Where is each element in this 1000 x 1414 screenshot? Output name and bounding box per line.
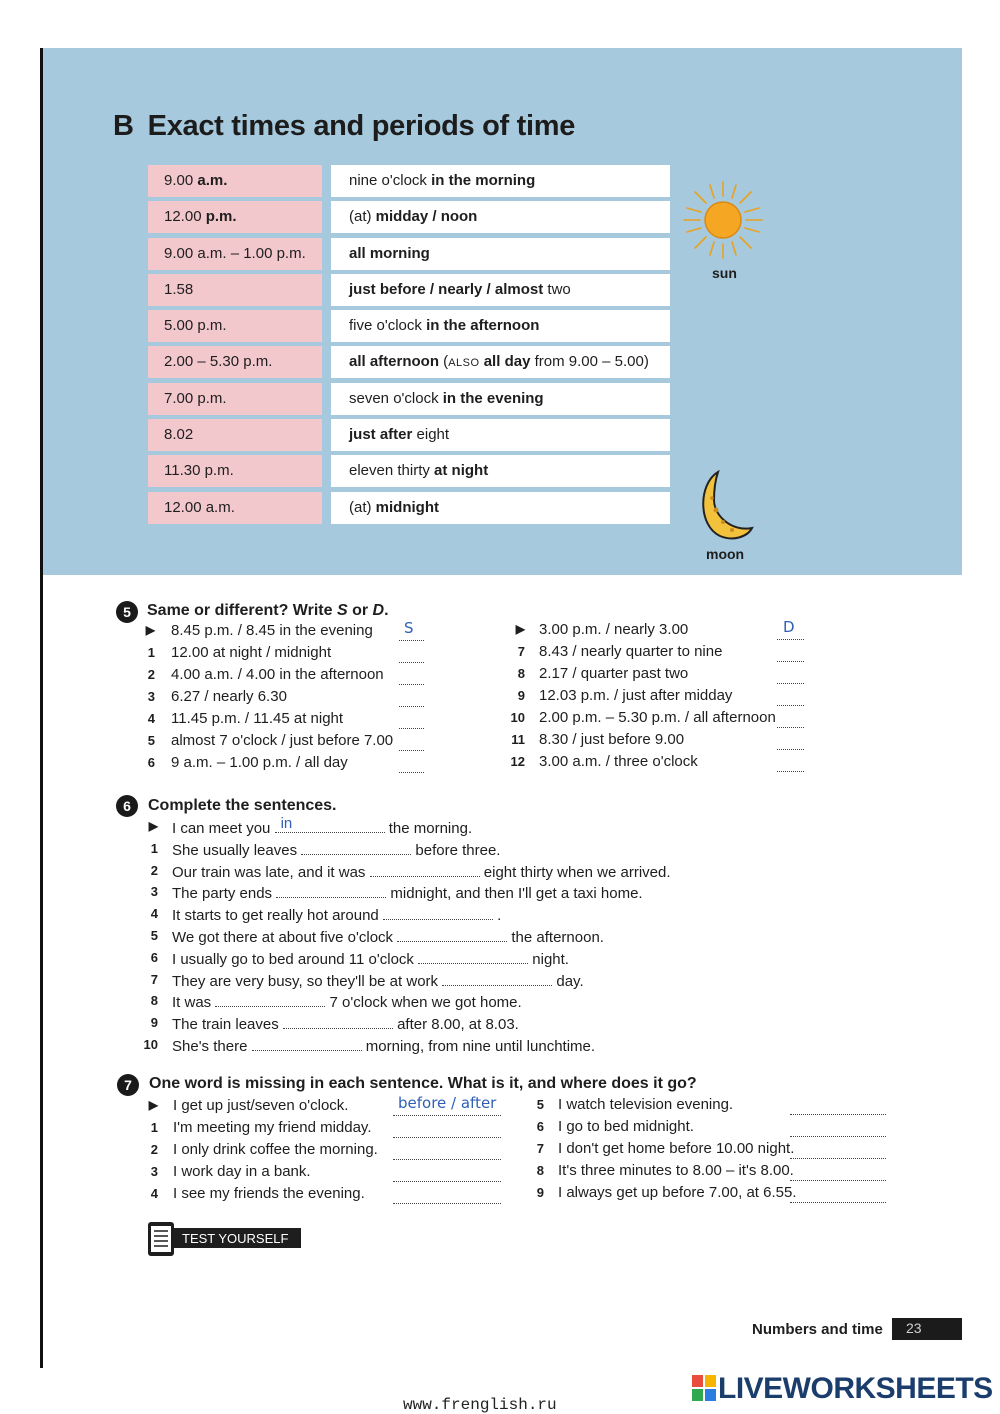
item-number: 3 [150, 1164, 158, 1179]
sentence-end: midnight, and then I'll get a taxi home. [390, 885, 643, 903]
sentence-start: I usually go to bed around 11 o'clock [172, 950, 414, 968]
page-number: 23 [906, 1320, 922, 1336]
sentence [172, 992, 522, 1011]
sentence-end: 7 o'clock when we got home. [329, 994, 522, 1012]
item-number: ▶ [148, 1098, 158, 1112]
description-text: (at) [349, 498, 376, 516]
time-cell [148, 346, 322, 378]
time-table-row [148, 201, 670, 233]
item-text: 8.30 / just before 9.00 [539, 731, 685, 748]
item-text: I work day in a bank. [173, 1163, 311, 1180]
answer-blank[interactable] [283, 1014, 393, 1029]
liveworksheets-logo-icon [692, 1375, 716, 1401]
description-text: ALSO [448, 357, 480, 370]
sun-icon [682, 180, 764, 260]
time-cell [148, 492, 322, 524]
item-text: 8.45 p.m. / 8.45 in the evening [171, 622, 373, 639]
exercise-7-heading: One word is missing in each sentence. What is it, and where does it go? [149, 1075, 697, 1092]
item-number: 10 [143, 1037, 158, 1052]
time-cell [148, 455, 322, 487]
item-number: 2 [147, 667, 155, 682]
sentence-start: I can meet you [172, 820, 271, 837]
answer-blank[interactable] [777, 669, 804, 684]
heading-part: Same or different? Write [147, 602, 337, 619]
moon-label: moon [706, 546, 745, 562]
description-cell [331, 346, 670, 378]
sentence [172, 883, 643, 902]
time-cell [148, 419, 322, 451]
answer-blank[interactable] [393, 1189, 501, 1204]
heading-part: . [384, 602, 389, 619]
answer-blank[interactable] [790, 1122, 886, 1137]
description-text: in the evening [442, 389, 544, 407]
answer-example: before / after [398, 1094, 497, 1112]
liveworksheets-brand: LIVEWORKSHEETS [718, 1372, 993, 1405]
sun-label: sun [712, 265, 737, 281]
item-text: I get up just/seven o'clock. [173, 1097, 349, 1114]
item-text: 8.43 / nearly quarter to nine [539, 643, 723, 660]
sentence-start: It starts to get really hot around [172, 907, 379, 925]
time-text: 9.00 [164, 172, 198, 189]
section-title [113, 110, 575, 143]
description-text: (at) [349, 208, 376, 226]
item-text: 3.00 p.m. / nearly 3.00 [539, 621, 689, 638]
time-text: 12.00 a.m. [164, 498, 235, 516]
item-text: 2.00 p.m. – 5.30 p.m. / all afternoon [539, 709, 776, 726]
item-number: 5 [536, 1097, 544, 1112]
sentence-end: night. [532, 950, 569, 968]
item-number: 2 [150, 1142, 158, 1157]
time-cell [148, 383, 322, 415]
time-text: 12.00 [164, 208, 206, 226]
time-text: 7.00 p.m. [164, 389, 227, 407]
time-table-row [148, 274, 670, 306]
time-text: 2.00 – 5.30 p.m. [164, 353, 273, 371]
sentence [172, 949, 569, 968]
item-text: I only drink coffee the morning. [173, 1141, 378, 1158]
item-number: 3 [150, 884, 158, 900]
answer-blank[interactable] [393, 1145, 501, 1160]
time-table-row [148, 455, 670, 487]
answer-blank[interactable] [397, 927, 507, 942]
item-number: 6 [536, 1119, 544, 1134]
description-cell [331, 383, 670, 415]
item-number: 8 [150, 993, 158, 1009]
item-number: 2 [150, 862, 158, 878]
sentence [172, 840, 500, 859]
sentence [172, 862, 671, 881]
exercise-6-number: 6 [116, 795, 138, 817]
heading-part: S [336, 602, 348, 619]
time-text: 11.30 p.m. [164, 462, 234, 480]
answer-blank[interactable] [276, 883, 386, 898]
description-cell [331, 238, 670, 270]
sentence-start: Our train was late, and it was [172, 863, 366, 881]
footer-label: Numbers and time [752, 1321, 883, 1338]
sentence [172, 905, 501, 924]
sentence-end: the morning. [388, 820, 473, 837]
time-table-row [148, 492, 670, 524]
sentence-end: day. [556, 972, 584, 990]
item-number: ▶ [148, 819, 158, 833]
description-cell [331, 492, 670, 524]
answer-blank[interactable] [777, 757, 804, 772]
sentence-start: It was [172, 994, 212, 1012]
time-cell [148, 165, 322, 197]
item-text: I don't get home before 10.00 night. [558, 1140, 795, 1157]
sentence-end: eight thirty when we arrived. [483, 863, 671, 881]
time-text: p.m. [205, 208, 237, 226]
description-text: just before / nearly / almost [349, 280, 544, 298]
description-text: all afternoon [349, 353, 440, 371]
sentence-end: morning, from nine until lunchtime. [365, 1038, 596, 1055]
sentence-start: They are very busy, so they'll be at work [172, 972, 439, 990]
item-number: 9 [150, 1015, 158, 1031]
exercise-5-number: 5 [116, 601, 138, 623]
time-table-row [148, 383, 670, 415]
description-cell [331, 419, 670, 451]
item-number: 6 [150, 949, 158, 965]
item-number: 6 [147, 755, 155, 770]
time-text: 8.02 [164, 426, 194, 444]
answer-blank[interactable] [275, 815, 385, 833]
sentence-end: before three. [415, 841, 501, 859]
answer-blank[interactable] [393, 1167, 501, 1182]
answer-blank[interactable] [399, 692, 424, 707]
item-number: 7 [536, 1141, 544, 1156]
description-text: at night [434, 462, 489, 480]
answer-blank[interactable] [393, 1123, 501, 1138]
exercise-5-heading [147, 602, 389, 620]
item-text: 6.27 / nearly 6.30 [171, 688, 287, 705]
item-text: I go to bed midnight. [558, 1118, 694, 1135]
sentence-start: She usually leaves [172, 841, 298, 859]
answer-blank[interactable] [777, 647, 804, 662]
item-text: It's three minutes to 8.00 – it's 8.00. [558, 1162, 794, 1179]
answer-blank[interactable] [252, 1036, 362, 1051]
item-text: 12.00 at night / midnight [171, 644, 332, 661]
description-text: seven o'clock [349, 389, 443, 407]
time-table-row [148, 165, 670, 197]
description-text: five o'clock [349, 317, 427, 335]
sentence-start: We got there at about five o'clock [172, 929, 394, 946]
answer-blank[interactable] [301, 840, 411, 855]
item-number: 11 [511, 732, 525, 747]
description-text: all day [483, 353, 531, 371]
item-number: 5 [147, 733, 155, 748]
description-text: eight [412, 426, 450, 444]
answer-blank[interactable] [790, 1166, 886, 1181]
time-cell [148, 238, 322, 270]
item-number: 7 [517, 644, 525, 659]
item-number: 8 [517, 666, 525, 681]
item-number: ▶ [515, 622, 525, 636]
item-number: 5 [150, 928, 158, 943]
item-text: I'm meeting my friend midday. [173, 1119, 372, 1136]
item-text: I see my friends the evening. [173, 1185, 365, 1202]
description-cell [331, 310, 670, 342]
item-number: 7 [150, 971, 158, 987]
time-table-row [148, 419, 670, 451]
answer-blank[interactable] [399, 758, 424, 773]
item-number: 9 [517, 688, 525, 703]
time-table-row [148, 346, 670, 378]
sentence-start: She's there [172, 1038, 248, 1055]
answer-blank[interactable] [399, 670, 424, 685]
sentence-end: . [497, 907, 502, 925]
answer-example: S [404, 619, 414, 637]
item-number: 4 [150, 1186, 158, 1201]
answer-blank[interactable] [777, 735, 804, 750]
item-number: 8 [536, 1163, 544, 1178]
answer-example: D [783, 618, 795, 636]
sentence [172, 927, 604, 946]
item-text: I always get up before 7.00, at 6.55. [558, 1184, 797, 1201]
answer-blank[interactable] [399, 648, 424, 663]
time-table-row [148, 238, 670, 270]
exercise-7-number: 7 [117, 1074, 139, 1096]
sentence-start: The party ends [172, 885, 273, 903]
sentence [172, 971, 584, 990]
description-text: two [543, 280, 571, 298]
item-number: ▶ [145, 623, 155, 637]
description-text: just after [349, 426, 413, 444]
answer-blank[interactable] [790, 1100, 886, 1115]
answer-blank[interactable] [777, 713, 804, 728]
site-url: www.frenglish.ru [403, 1396, 557, 1414]
item-text: 12.03 p.m. / just after midday [539, 687, 733, 704]
answer-blank[interactable] [442, 971, 552, 986]
item-number: 12 [510, 754, 525, 769]
answer-example: in [280, 815, 293, 832]
item-text: 9 a.m. – 1.00 p.m. / all day [171, 754, 348, 771]
description-cell [331, 455, 670, 487]
time-cell [148, 201, 322, 233]
time-cell [148, 274, 322, 306]
sentence-start: The train leaves [172, 1016, 279, 1034]
answer-blank[interactable] [399, 736, 424, 751]
item-text: 4.00 a.m. / 4.00 in the afternoon [171, 666, 384, 683]
time-table [148, 165, 670, 528]
item-number: 1 [147, 645, 155, 660]
page-number-box [892, 1318, 962, 1340]
heading-part: or [347, 602, 373, 619]
item-text: I watch television evening. [558, 1096, 734, 1113]
moon-icon [696, 470, 756, 542]
item-number: 4 [150, 906, 158, 922]
description-cell [331, 274, 670, 306]
time-cell [148, 310, 322, 342]
description-text: eleven thirty [349, 462, 435, 480]
description-cell [331, 201, 670, 233]
item-number: 9 [536, 1185, 544, 1200]
item-number: 10 [510, 710, 525, 725]
item-number: 1 [150, 840, 158, 856]
answer-blank[interactable] [790, 1144, 886, 1159]
description-text: in the morning [431, 172, 536, 189]
item-number: 3 [147, 689, 155, 704]
time-text: 1.58 [164, 280, 194, 298]
answer-blank[interactable] [790, 1188, 886, 1203]
time-table-row [148, 310, 670, 342]
description-text: in the afternoon [426, 317, 540, 335]
time-text: 5.00 p.m. [164, 317, 227, 335]
answer-blank[interactable] [215, 992, 325, 1007]
description-text: all morning [349, 244, 430, 262]
answer-blank[interactable] [383, 905, 493, 920]
description-text: midnight [375, 498, 439, 516]
item-text: almost 7 o'clock / just before 7.00 [171, 732, 394, 749]
answer-blank[interactable] [777, 691, 804, 706]
item-text: 11.45 p.m. / 11.45 at night [171, 710, 344, 727]
sentence-end: after 8.00, at 8.03. [397, 1016, 519, 1034]
sentence [172, 1014, 519, 1033]
sentence-end: the afternoon. [511, 929, 604, 946]
heading-part: D [372, 602, 385, 619]
description-text: ( [439, 353, 449, 371]
answer-blank[interactable] [370, 862, 480, 877]
item-number: 1 [150, 1120, 158, 1135]
item-text: 3.00 a.m. / three o'clock [539, 753, 698, 770]
time-text: 9.00 a.m. – 1.00 p.m. [164, 244, 306, 262]
item-text: 2.17 / quarter past two [539, 665, 689, 682]
section-title-text: Exact times and periods of time [147, 110, 576, 142]
time-text: a.m. [197, 172, 228, 189]
sentence [172, 1036, 595, 1055]
description-cell [331, 165, 670, 197]
description-text: nine o'clock [349, 172, 432, 189]
exercise-6-heading: Complete the sentences. [148, 797, 337, 814]
sentence [172, 815, 473, 837]
item-number: 4 [147, 711, 155, 726]
answer-blank[interactable] [399, 714, 424, 729]
description-text: midday / noon [375, 208, 478, 226]
answer-blank[interactable] [418, 949, 528, 964]
description-text: from 9.00 – 5.00) [530, 353, 649, 371]
test-yourself-badge[interactable] [148, 1222, 303, 1256]
section-letter: B [113, 110, 134, 142]
test-yourself-label: TEST YOURSELF [182, 1231, 289, 1246]
